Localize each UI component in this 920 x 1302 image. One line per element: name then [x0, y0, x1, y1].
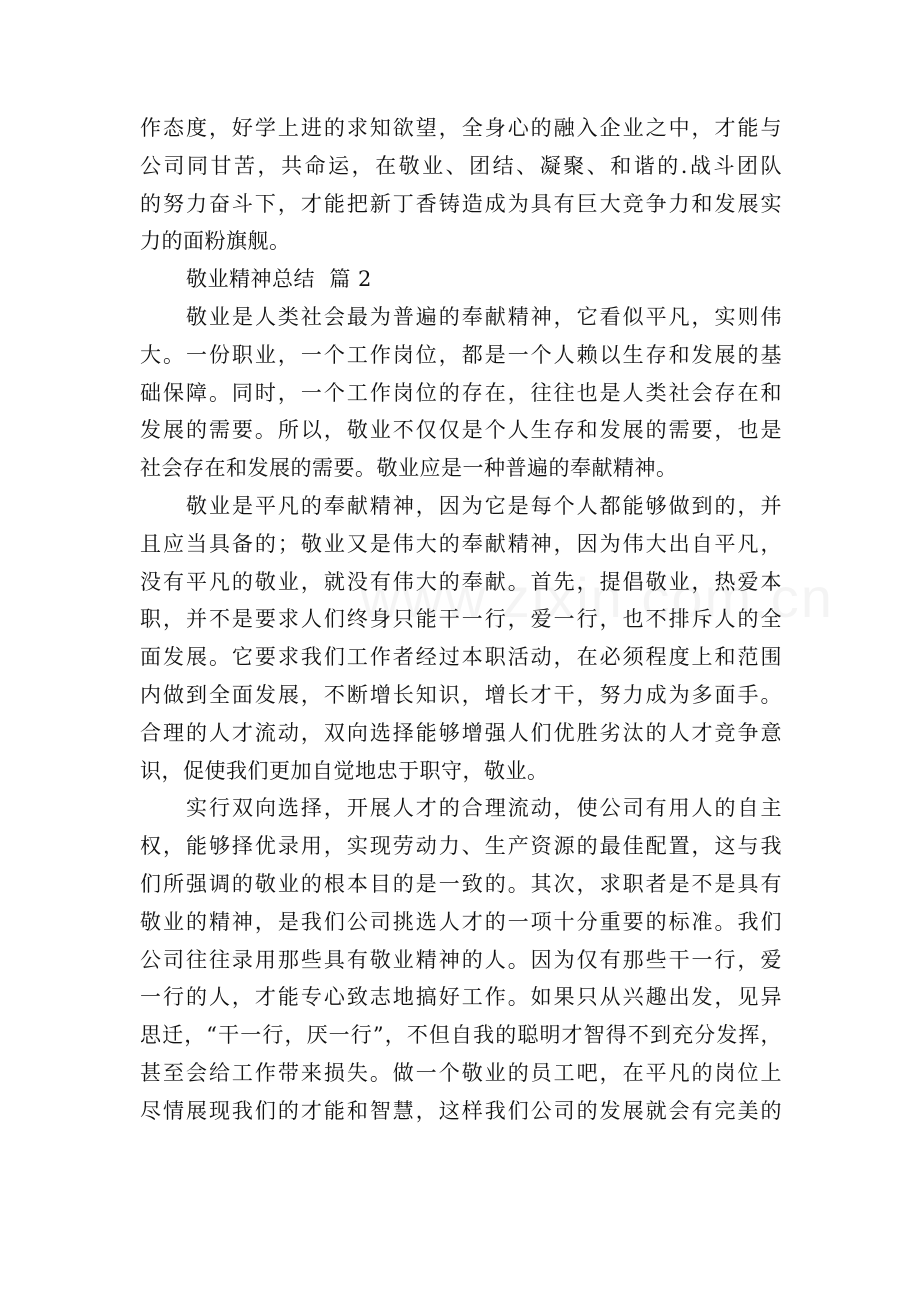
text-line: 发展的需要。所以，敬业不仅仅是个人生存和发展的需要，也是: [140, 418, 782, 443]
section-heading: [140, 261, 782, 299]
text-line: 面发展。它要求我们工作者经过本职活动，在必须程度上和范围: [140, 645, 782, 670]
text-line: 尽情展现我们的才能和智慧，这样我们公司的发展就会有完美的: [140, 1098, 782, 1123]
text-line: 职，并不是要求人们终身只能干一行，爱一行，也不排斥人的全: [140, 607, 782, 632]
text-line: 合理的人才流动，双向选择能够增强人们优胜劣汰的人才竞争意: [140, 720, 782, 745]
paragraph: [140, 299, 782, 488]
text-line: 一行的人，才能专心致志地搞好工作。如果只从兴趣出发，见异: [140, 985, 782, 1010]
text-line: 敬业是平凡的奉献精神，因为它是每个人都能够做到的，并: [186, 493, 782, 518]
text-line: 的努力奋斗下，才能把新丁香铸造成为具有巨大竞争力和发展实: [140, 191, 782, 216]
text-line: 公司同甘苦，共命运，在敬业、团结、凝聚、和谐的.战斗团队: [140, 153, 782, 178]
text-line: 们所强调的敬业的根本目的是一致的。其次，求职者是不是具有: [140, 871, 782, 896]
text-line: 力的面粉旗舰。: [140, 229, 291, 254]
text-line: 作态度，好学上进的求知欲望，全身心的融入企业之中，才能与: [140, 116, 782, 140]
text-line: 内做到全面发展，不断增长知识，增长才干，努力成为多面手。: [140, 682, 782, 707]
heading-text: 敬业精神总结 篇 2: [186, 267, 372, 292]
text-line: 敬业的精神，是我们公司挑选人才的一项十分重要的标准。我们: [140, 909, 782, 934]
text-line: 思迁，“干一行，厌一行”，不但自我的聪明才智得不到充分发挥，: [140, 1023, 782, 1048]
text-line: 识，促使我们更加自觉地忠于职守，敬业。: [140, 758, 549, 783]
paragraph: [140, 488, 782, 790]
text-line: 甚至会给工作带来损失。做一个敬业的员工吧，在平凡的岗位上: [140, 1060, 782, 1085]
text-line: 敬业是人类社会最为普遍的奉献精神，它看似平凡，实则伟: [186, 304, 782, 329]
text-line: 实行双向选择，开展人才的合理流动，使公司有用人的自主: [186, 796, 782, 821]
text-line: 权，能够择优录用，实现劳动力、生产资源的最佳配置，这与我: [140, 834, 782, 859]
text-line: 公司往往录用那些具有敬业精神的人。因为仅有那些干一行，爱: [140, 947, 782, 972]
text-line: 大。一份职业，一个工作岗位，都是一个人赖以生存和发展的基: [140, 342, 782, 367]
paragraph-continuation: [140, 110, 782, 261]
text-line: 础保障。同时，一个工作岗位的存在，往往也是人类社会存在和: [140, 380, 782, 405]
document-page: [140, 110, 782, 1131]
text-line: 没有平凡的敬业，就没有伟大的奉献。首先，提倡敬业，热爱本: [140, 569, 782, 594]
paragraph: [140, 790, 782, 1130]
text-line: 社会存在和发展的需要。敬业应是一种普遍的奉献精神。: [140, 456, 678, 481]
text-line: 且应当具备的；敬业又是伟大的奉献精神，因为伟大出自平凡，: [140, 531, 782, 556]
